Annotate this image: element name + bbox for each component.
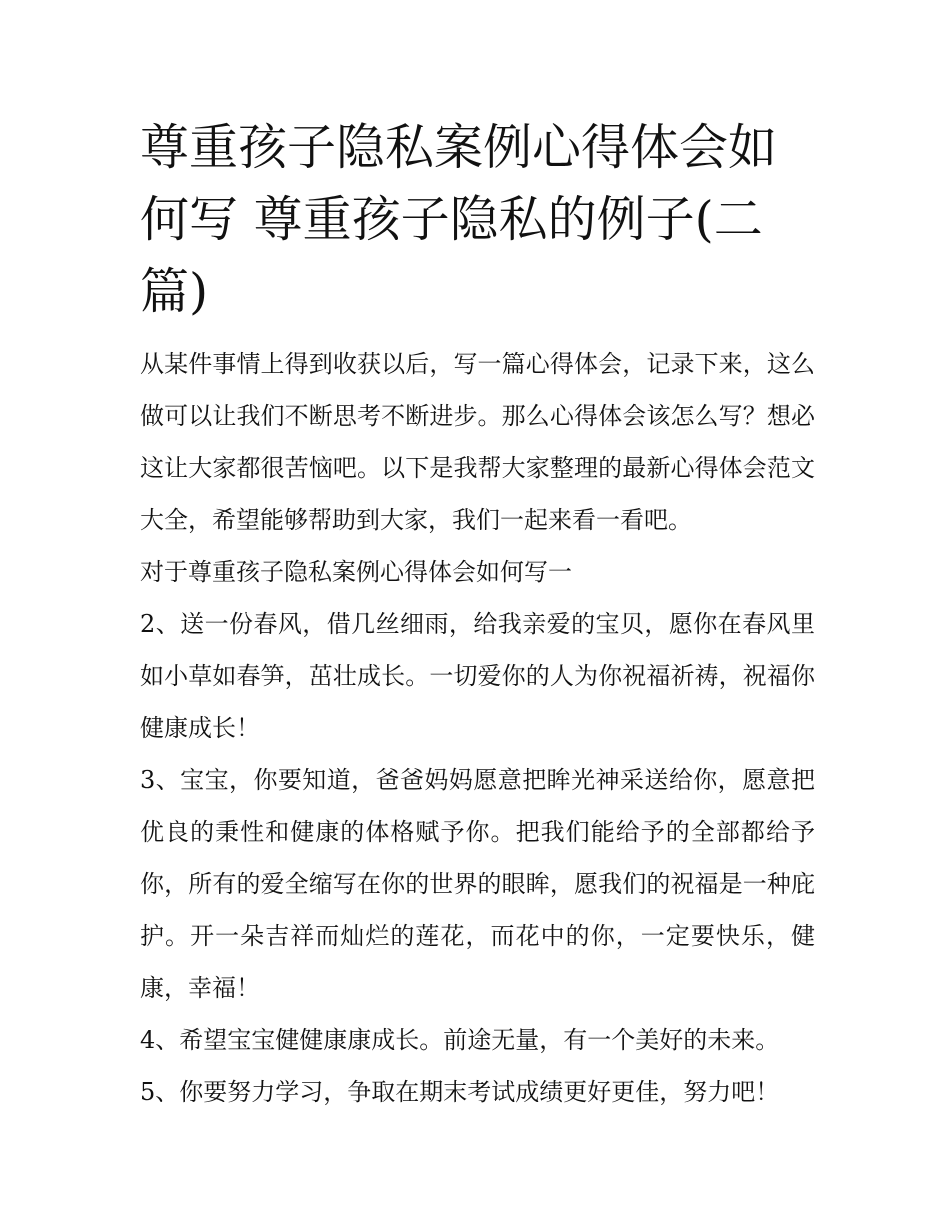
section-heading: 对于尊重孩子隐私案例心得体会如何写一 <box>140 558 572 586</box>
list-item-4: 4、希望宝宝健健康康成长。前途无量，有一个美好的未来。 <box>140 1026 780 1054</box>
intro-paragraph: 从某件事情上得到收获以后，写一篇心得体会，记录下来，这么做可以让我们不断思考不断进步。那么心得体会该怎么写？想必这让大家都很苦恼吧。以下是我帮大家整理的最新心得体会范文大全，希望能够帮助到大家，我们一起来看一看吧。 <box>140 350 815 534</box>
list-item-3: 3、宝宝，你要知道，爸爸妈妈愿意把眸光神采送给你，愿意把优良的秉性和健康的体格赋予你。把我们能给予的全部都给予你，所有的爱全缩写在你的世界的眼眸，愿我们的祝福是一种庇护。开一朵吉祥而灿烂的莲花，而花中的你，一定要快乐，健康，幸福！ <box>140 766 815 1002</box>
document-title: 尊重孩子隐私案例心得体会如何写 尊重孩子隐私的例子(二篇) <box>140 119 778 320</box>
list-item-2: 2、送一份春风，借几丝细雨，给我亲爱的宝贝，愿你在春风里如小草如春笋，茁壮成长。一切爱你的人为你祝福祈祷，祝福你健康成长！ <box>140 610 815 742</box>
document-content <box>140 112 815 1118</box>
list-item-5: 5、你要努力学习，争取在期末考试成绩更好更佳，努力吧！ <box>140 1078 780 1106</box>
